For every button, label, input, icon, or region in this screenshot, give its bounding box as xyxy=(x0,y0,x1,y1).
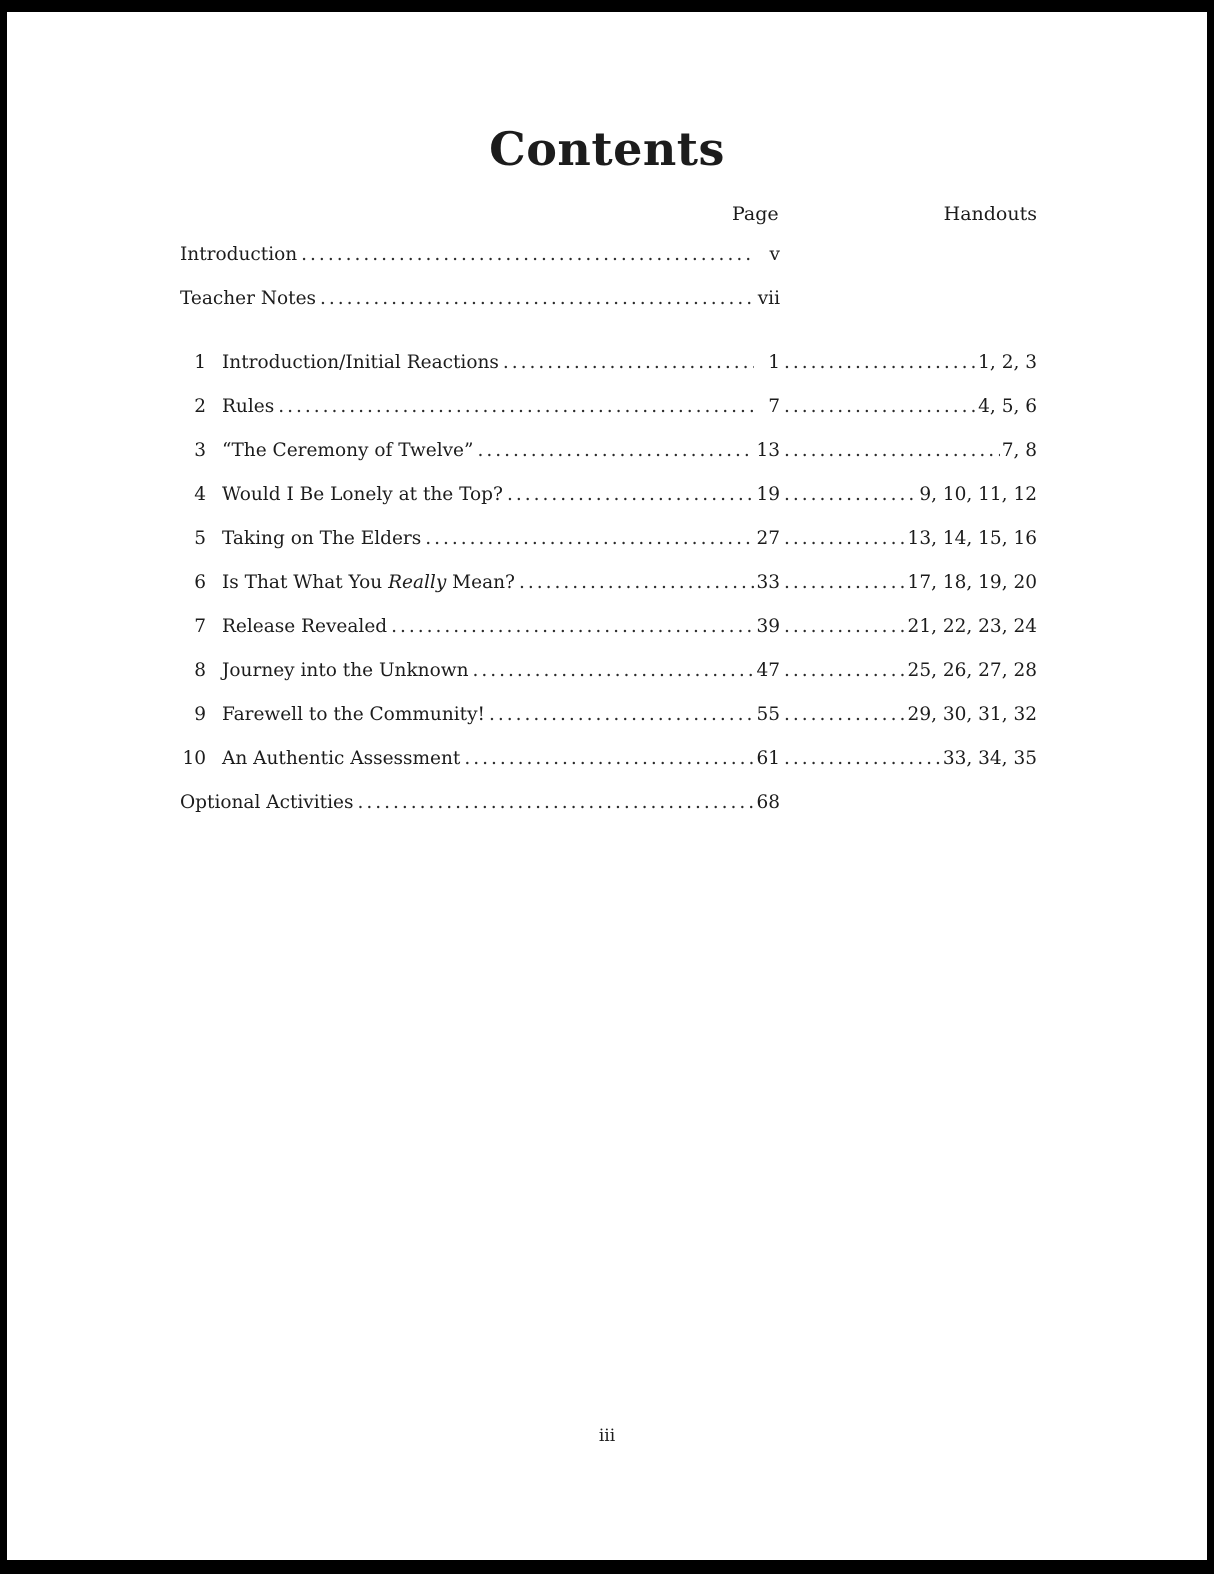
dot-leader xyxy=(515,571,754,595)
column-header-handouts: Handouts xyxy=(943,202,1037,225)
entry-handouts: 9, 10, 11, 12 xyxy=(919,483,1037,505)
entry-handouts: 13, 14, 15, 16 xyxy=(907,527,1037,549)
dot-leader xyxy=(503,483,754,507)
dot-leader xyxy=(780,395,976,419)
toc-entry-chapter-8 xyxy=(180,659,1037,683)
dot-leader xyxy=(780,351,976,375)
entry-number: 5 xyxy=(194,527,206,549)
toc-entry-chapter-7 xyxy=(180,615,1037,639)
dot-leader xyxy=(387,615,754,639)
toc-entry-chapter-4 xyxy=(180,483,1037,507)
entry-left-group xyxy=(180,527,780,551)
entry-left-group xyxy=(180,615,780,639)
entry-left-group xyxy=(180,571,780,595)
entry-number: 8 xyxy=(194,659,206,681)
entry-handouts: 7, 8 xyxy=(1001,439,1037,461)
entry-title: “The Ceremony of Twelve” xyxy=(222,439,474,461)
entry-page-number: 1 xyxy=(768,351,780,373)
entry-left-group xyxy=(180,703,780,727)
entry-handouts: 25, 26, 27, 28 xyxy=(907,659,1037,681)
entry-number: 4 xyxy=(194,483,206,505)
entry-title: Farewell to the Community! xyxy=(222,703,485,725)
dot-leader xyxy=(469,659,755,683)
dot-leader xyxy=(780,439,1000,463)
entry-title: Optional Activities xyxy=(180,791,354,813)
entry-number: 10 xyxy=(182,747,206,769)
entry-handouts: 1, 2, 3 xyxy=(978,351,1037,373)
entry-left-group xyxy=(180,351,780,375)
toc-entry-chapter-5 xyxy=(180,527,1037,551)
column-header-page: Page xyxy=(732,202,779,225)
entry-number: 7 xyxy=(194,615,206,637)
entry-page-number: 33 xyxy=(756,571,780,593)
page-title: Contents xyxy=(489,122,725,176)
footer-page-number: iii xyxy=(598,1426,616,1446)
entry-page-number: 55 xyxy=(756,703,780,725)
entry-handouts: 4, 5, 6 xyxy=(978,395,1037,417)
toc-entry-chapter-10 xyxy=(180,747,1037,771)
column-headers xyxy=(180,203,1037,229)
dot-leader xyxy=(316,287,754,311)
entry-number: 3 xyxy=(194,439,206,461)
toc-entry-chapter-1 xyxy=(180,351,1037,375)
dot-leader xyxy=(460,747,754,771)
dot-leader xyxy=(353,791,754,815)
entry-handouts: 33, 34, 35 xyxy=(942,747,1037,769)
entry-title: Would I Be Lonely at the Top? xyxy=(222,483,503,505)
entry-title: Rules xyxy=(222,395,275,417)
toc-entry-chapter-2 xyxy=(180,395,1037,419)
entry-left-group xyxy=(180,395,780,419)
entry-handouts: 21, 22, 23, 24 xyxy=(907,615,1037,637)
entry-handouts: 17, 18, 19, 20 xyxy=(907,571,1037,593)
entry-number: 6 xyxy=(194,571,206,593)
entry-title: Introduction xyxy=(180,243,298,265)
dot-leader xyxy=(780,615,906,639)
entry-title xyxy=(222,571,515,595)
dot-leader xyxy=(421,527,754,551)
entry-left-group xyxy=(180,439,780,463)
entry-page-number: v xyxy=(769,243,780,265)
dot-leader xyxy=(485,703,754,727)
entry-title: Taking on The Elders xyxy=(222,527,422,549)
toc-entry-optional-activities xyxy=(180,791,780,815)
entry-handouts: 29, 30, 31, 32 xyxy=(907,703,1037,725)
dot-leader xyxy=(780,571,906,595)
entry-title: Release Revealed xyxy=(222,615,388,637)
entry-title: Introduction/Initial Reactions xyxy=(222,351,499,373)
entry-page-number: vii xyxy=(757,287,780,309)
dot-leader xyxy=(499,351,754,375)
dot-leader xyxy=(473,439,754,463)
entry-number: 2 xyxy=(194,395,206,417)
dot-leader xyxy=(274,395,754,419)
dot-leader xyxy=(780,659,906,683)
table-of-contents xyxy=(180,243,1037,815)
entry-page-number: 61 xyxy=(756,747,780,769)
entry-title: Journey into the Unknown xyxy=(222,659,469,681)
toc-entry-teacher-notes xyxy=(180,287,780,311)
chapter-list xyxy=(180,351,1037,771)
toc-entry-chapter-9 xyxy=(180,703,1037,727)
entry-title-segment: Mean? xyxy=(446,571,515,593)
entry-page-number: 27 xyxy=(756,527,780,549)
entry-page-number: 13 xyxy=(756,439,780,461)
dot-leader xyxy=(780,527,906,551)
dot-leader xyxy=(780,483,917,507)
entry-page-number: 39 xyxy=(756,615,780,637)
toc-entry-chapter-3 xyxy=(180,439,1037,463)
entry-left-group xyxy=(180,483,780,507)
entry-page-number: 68 xyxy=(756,791,780,813)
entry-left-group xyxy=(180,747,780,771)
dot-leader xyxy=(297,243,754,267)
entry-page-number: 19 xyxy=(756,483,780,505)
entry-title: An Authentic Assessment xyxy=(222,747,461,769)
entry-title-segment: Is That What You xyxy=(222,571,389,593)
entry-title-italic-segment: Really xyxy=(388,571,447,593)
entry-number: 1 xyxy=(194,351,206,373)
dot-leader xyxy=(780,703,906,727)
entry-page-number: 7 xyxy=(768,395,780,417)
entry-left-group xyxy=(180,659,780,683)
entry-title: Teacher Notes xyxy=(180,287,317,309)
dot-leader xyxy=(780,747,941,771)
toc-entry-introduction xyxy=(180,243,780,267)
entry-page-number: 47 xyxy=(756,659,780,681)
entry-number: 9 xyxy=(194,703,206,725)
toc-entry-chapter-6 xyxy=(180,571,1037,595)
